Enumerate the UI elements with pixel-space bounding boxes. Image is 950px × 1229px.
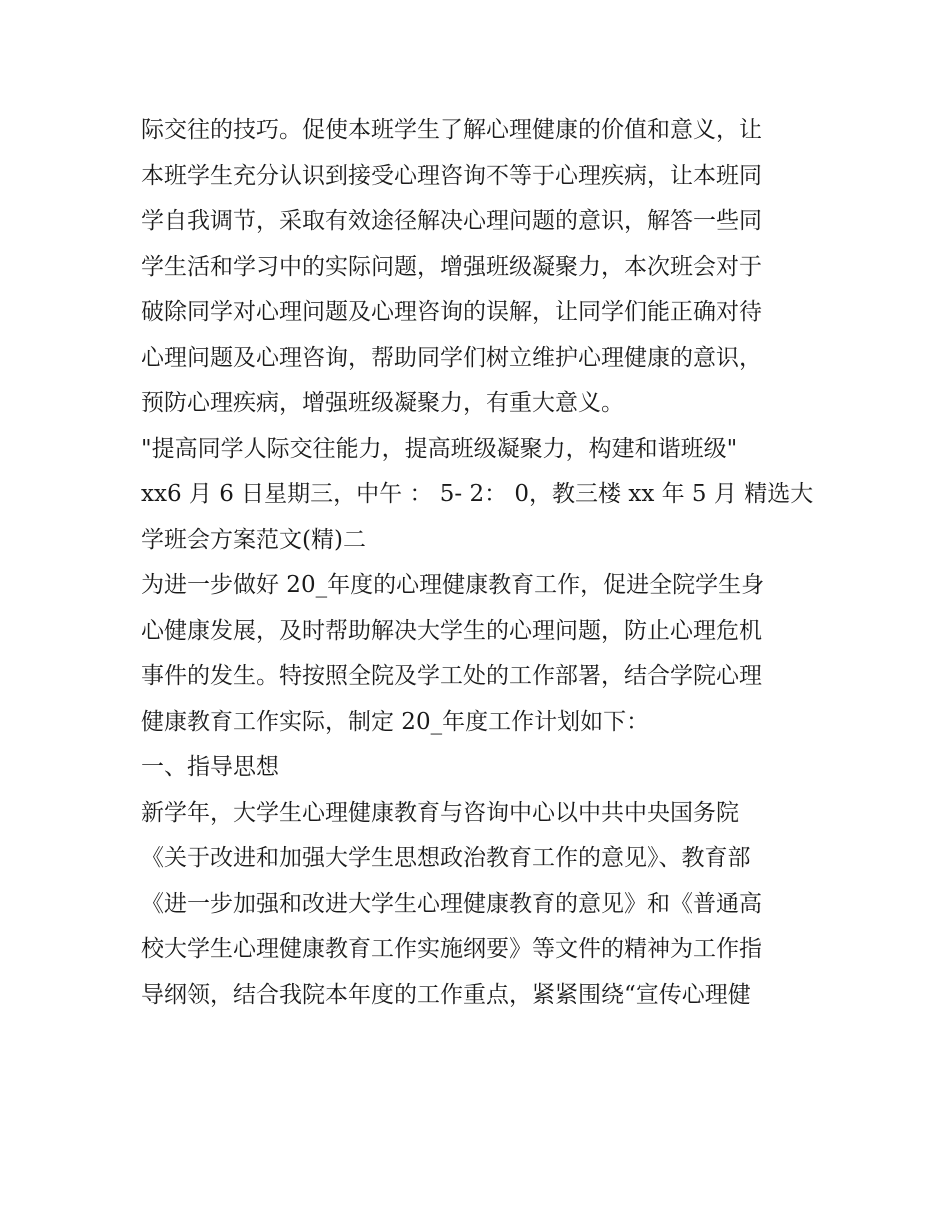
text-line: 学生活和学习中的实际问题，增强班级凝聚力，本次班会对于 — [141, 253, 762, 280]
text-line: 《关于改进和加强大学生思想政治教育工作的意见》、教育部 — [141, 845, 751, 871]
text-line: 心健康发展，及时帮助解决大学生的心理问题，防止心理危机 — [141, 617, 762, 644]
text-line: 《进一步加强和改进大学生心理健康教育的意见》和《普通高 — [141, 890, 762, 917]
text-line: 健康教育工作实际，制定 20_年度工作计划如下： — [141, 708, 650, 735]
text-line: 新学年，大学生心理健康教育与咨询中心以中共中央国务院 — [141, 799, 739, 826]
text-line: 学自我调节，采取有效途径解决心理问题的意识，解答一些同 — [141, 208, 762, 234]
text-line: "提高同学人际交往能力，提高班级凝聚力，构建和谐班级" — [141, 435, 738, 462]
text-line: 校大学生心理健康教育工作实施纲要》等文件的精神为工作指 — [141, 936, 762, 962]
section-heading: 一、指导思想 — [141, 754, 279, 780]
text-line: xx6 月 6 日星期三，中午 ： 5- 2： 0，教三楼 xx 年 5 月 精选大 — [141, 481, 814, 507]
document-body — [141, 108, 821, 1018]
text-line: 本班学生充分认识到接受心理咨询不等于心理疾病，让本班同 — [141, 162, 762, 189]
text-line: 际交往的技巧。促使本班学生了解心理健康的价值和意义，让 — [141, 117, 762, 143]
text-line: 心理问题及心理咨询，帮助同学们树立维护心理健康的意识， — [141, 344, 762, 371]
text-line: 事件的发生。特按照全院及学工处的工作部署，结合学院心理 — [141, 663, 762, 689]
text-line: 导纲领，结合我院本年度的工作重点，紧紧围绕“宣传心理健 — [141, 981, 751, 1008]
text-line: 破除同学对心理问题及心理咨询的误解，让同学们能正确对待 — [141, 299, 762, 325]
text-line: 为进一步做好 20_年度的心理健康教育工作，促进全院学生身 — [141, 572, 765, 598]
text-line: 预防心理疾病，增强班级凝聚力，有重大意义。 — [141, 390, 624, 416]
text-line: 学班会方案范文(精)二 — [141, 526, 366, 553]
